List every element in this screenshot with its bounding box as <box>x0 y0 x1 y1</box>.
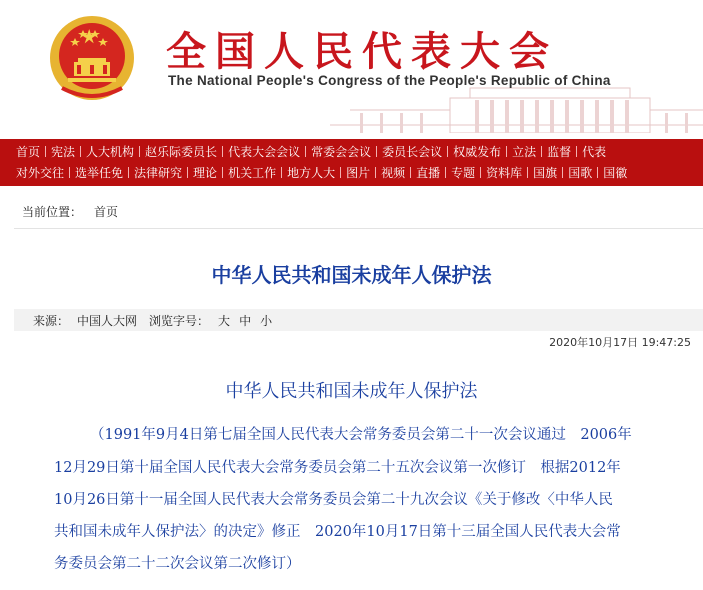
breadcrumb-home-link[interactable]: 首页 <box>94 205 119 219</box>
nav-separator <box>376 146 377 157</box>
nav-item-legislation[interactable]: 立法 <box>512 145 537 159</box>
article-meta-bar <box>14 309 703 331</box>
preface-line: 12月29日第十届全国人民代表大会常务委员会第二十五次会议第一次修订 根据2012年 <box>54 460 621 476</box>
font-size-medium-button[interactable]: 中 <box>239 313 252 328</box>
nav-separator <box>128 167 129 178</box>
nav-row-primary <box>16 141 606 162</box>
nav-separator <box>527 167 528 178</box>
nav-separator <box>480 167 481 178</box>
nav-item-national-emblem[interactable]: 国徽 <box>603 166 628 180</box>
nav-separator <box>340 167 341 178</box>
nav-separator <box>222 167 223 178</box>
nav-item-national-flag[interactable]: 国旗 <box>533 166 558 180</box>
nav-item-national-anthem[interactable]: 国歌 <box>568 166 593 180</box>
nav-separator <box>80 146 81 157</box>
nav-item-elections-appointments[interactable]: 选举任免 <box>75 166 124 180</box>
nav-separator <box>375 167 376 178</box>
nav-separator <box>187 167 188 178</box>
nav-separator <box>445 167 446 178</box>
source-value: 中国人大网 <box>77 313 138 328</box>
source-label: 来源： <box>33 313 70 328</box>
publish-date: 2020年10月17日 19:47:25 <box>549 336 691 349</box>
font-size-small-button[interactable]: 小 <box>260 313 273 328</box>
nav-item-chairman[interactable]: 赵乐际委员长 <box>145 145 218 159</box>
nav-separator <box>281 167 282 178</box>
nav-item-council-of-chairmen[interactable]: 委员长会议 <box>382 145 443 159</box>
preface-line: （1991年9月4日第七届全国人民代表大会常务委员会第二十一次会议通过 2006年 <box>90 427 632 443</box>
nav-separator <box>222 146 223 157</box>
nav-separator <box>410 167 411 178</box>
nav-item-organ-work[interactable]: 机关工作 <box>228 166 277 180</box>
nav-separator <box>69 167 70 178</box>
site-title-chinese: 全国人民代表大会 <box>166 28 558 75</box>
site-title-english: The National People's Congress of the People's Republic of China <box>168 73 611 88</box>
nav-separator <box>541 146 542 157</box>
font-size-large-button[interactable]: 大 <box>218 313 231 328</box>
nav-item-theory[interactable]: 理论 <box>193 166 218 180</box>
nav-item-official-releases[interactable]: 权威发布 <box>453 145 502 159</box>
nav-item-topics[interactable]: 专题 <box>451 166 476 180</box>
nav-item-home[interactable]: 首页 <box>16 145 41 159</box>
nav-item-local-congresses[interactable]: 地方人大 <box>287 166 336 180</box>
nav-item-constitution[interactable]: 宪法 <box>51 145 76 159</box>
nav-item-videos[interactable]: 视频 <box>381 166 406 180</box>
font-size-label: 浏览字号： <box>149 313 210 328</box>
nav-item-pictures[interactable]: 图片 <box>346 166 371 180</box>
main-navigation <box>0 139 703 186</box>
preface-line: 共和国未成年人保护法〉的决定》修正 2020年10月17日第十三届全国人民代表大会常 <box>54 524 621 540</box>
preface-line: 10月26日第十一届全国人民代表大会常务委员会第二十九次会议《关于修改〈中华人民 <box>54 492 613 508</box>
nav-separator <box>305 146 306 157</box>
nav-item-foreign-affairs[interactable]: 对外交往 <box>16 166 65 180</box>
preface-line: 务委员会第二十二次会议第二次修订） <box>54 556 301 572</box>
national-emblem-icon <box>48 14 136 102</box>
nav-separator <box>447 146 448 157</box>
nav-item-database[interactable]: 资料库 <box>486 166 523 180</box>
nav-separator <box>562 167 563 178</box>
nav-separator <box>139 146 140 157</box>
nav-row-secondary <box>16 162 627 183</box>
nav-item-live[interactable]: 直播 <box>416 166 441 180</box>
site-header <box>0 0 703 133</box>
nav-item-standing-committee-sessions[interactable]: 常委会会议 <box>311 145 372 159</box>
divider <box>14 228 703 229</box>
breadcrumb <box>22 203 118 220</box>
nav-item-npc-organs[interactable]: 人大机构 <box>86 145 135 159</box>
breadcrumb-label: 当前位置： <box>22 205 83 219</box>
nav-item-congress-sessions[interactable]: 代表大会会议 <box>228 145 301 159</box>
nav-item-legal-research[interactable]: 法律研究 <box>134 166 183 180</box>
nav-item-supervision[interactable]: 监督 <box>547 145 572 159</box>
nav-separator <box>45 146 46 157</box>
article-title: 中华人民共和国未成年人保护法 <box>211 263 492 287</box>
nav-separator <box>597 167 598 178</box>
nav-separator <box>506 146 507 157</box>
nav-separator <box>576 146 577 157</box>
body-title: 中华人民共和国未成年人保护法 <box>225 381 478 402</box>
nav-item-deputies[interactable]: 代表 <box>582 145 607 159</box>
